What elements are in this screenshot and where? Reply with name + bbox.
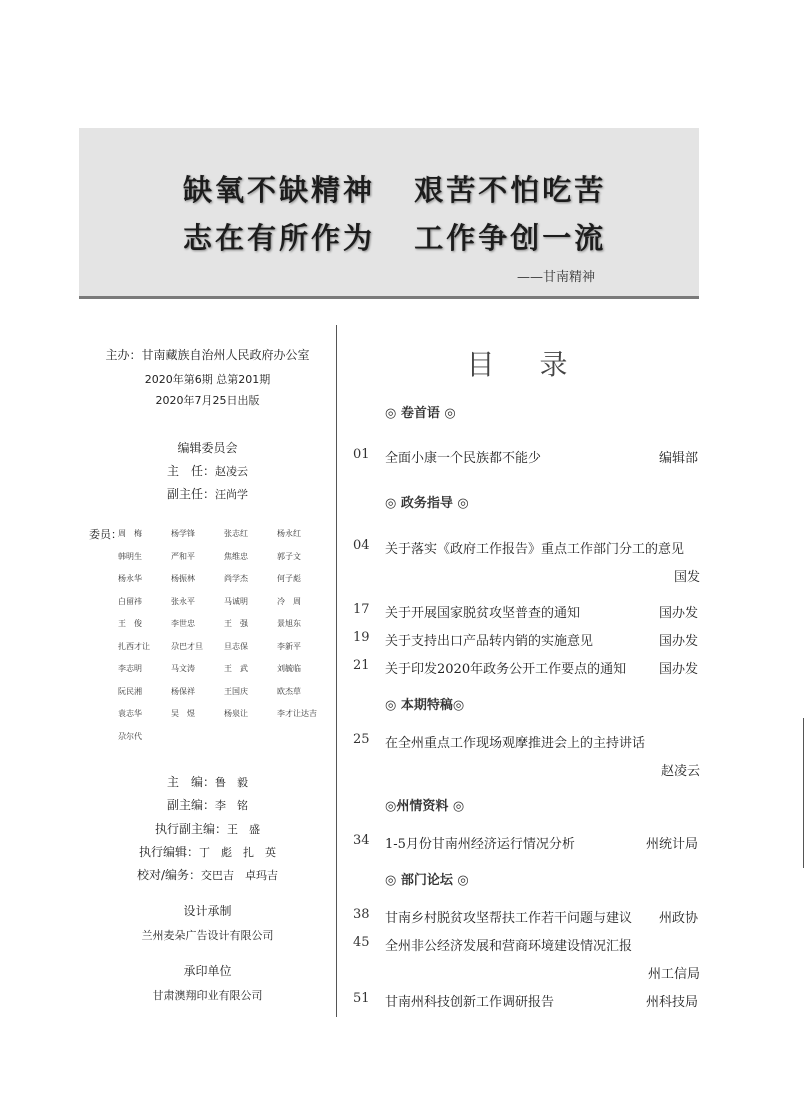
board-member: 景旭东: [277, 619, 301, 628]
toc-entry-author: 赵凌云: [660, 764, 700, 779]
toc-section-heading: ◎ 部门论坛 ◎: [385, 873, 469, 888]
toc-entry-author: 州工信局: [647, 967, 700, 982]
board-member: 杨保祥: [171, 686, 195, 696]
board-member: 杨泉让: [224, 709, 248, 718]
board-member: 杨学锋: [171, 529, 195, 538]
motto-line-2: 志在有所作为 工作争创一流: [183, 221, 607, 255]
executive-editor: 执行编辑：丁 彪 扎 英: [138, 845, 276, 859]
toc-section-heading: ◎ 卷首语 ◎: [385, 406, 456, 421]
chief-editor: 主 编：鲁 毅: [166, 775, 248, 789]
toc-entry-page: 25: [353, 732, 370, 747]
toc-entry-page: 38: [353, 907, 370, 922]
toc-entry-title: 1-5月份甘南州经济运行情况分析: [385, 837, 575, 852]
proofreader: 校对/编务：交巴吉 卓玛吉: [136, 868, 279, 882]
executive-deputy-editor: 执行副主编：王 盛: [154, 822, 260, 836]
page-edge-mark: [803, 718, 804, 868]
toc-entry-author: 国办发: [658, 662, 698, 677]
board-member: 周 梅: [118, 529, 142, 538]
board-member: 杨永华: [118, 574, 142, 583]
board-member: 杨永红: [277, 529, 301, 538]
motto-banner: [79, 128, 699, 299]
toc-entry[interactable]: [352, 447, 698, 465]
toc-section-heading: ◎ 本期特稿◎: [385, 698, 465, 713]
toc-entry[interactable]: [352, 602, 698, 620]
toc-section-heading: ◎州情资料 ◎: [385, 799, 465, 814]
toc-entry[interactable]: [352, 658, 698, 676]
board-member: 旦志保: [224, 641, 248, 651]
board-member: 刘毓临: [277, 664, 301, 673]
motto-signature: ——甘南精神: [516, 270, 595, 285]
toc-entry-page: 19: [353, 630, 370, 645]
publish-date: 2020年7月25日出版: [155, 394, 260, 407]
toc-entry-title: 甘南州科技创新工作调研报告: [385, 995, 555, 1010]
board-member: 何子彪: [277, 574, 301, 583]
board-member: 冷 周: [277, 596, 301, 606]
board-member: 李才让达吉: [277, 709, 317, 718]
toc-entry-author: 编辑部: [658, 451, 698, 466]
board-member: 阮民湘: [118, 686, 142, 696]
board-member: 韩明生: [118, 551, 142, 561]
toc-entry-page: 45: [353, 935, 370, 950]
toc-entry-page: 21: [353, 658, 370, 673]
board-member: 扎西才让: [118, 641, 150, 651]
toc-entry-author: 州统计局: [645, 837, 698, 852]
toc-entry[interactable]: [352, 991, 698, 1009]
board-member: 袁志华: [118, 709, 142, 718]
print-company: 甘肃澳翔印业有限公司: [152, 989, 263, 1002]
toc-entry-title: 关于开展国家脱贫攻坚普查的通知: [385, 606, 581, 621]
toc-entry-page: 34: [353, 833, 370, 848]
toc-entry[interactable]: [352, 538, 698, 556]
board-member: 尕尔代: [118, 731, 142, 741]
board-member: 王 武: [224, 664, 248, 673]
toc-entry-title: 关于印发2020年政务公开工作要点的通知: [385, 662, 627, 677]
board-member: 杨振林: [171, 574, 195, 583]
toc-entry-title: 全州非公经济发展和营商环境建设情况汇报: [385, 939, 633, 954]
toc-entry[interactable]: [352, 732, 698, 750]
design-company: 兰州麦朵广告设计有限公司: [141, 929, 274, 942]
toc-section-heading: ◎ 政务指导 ◎: [385, 496, 469, 511]
board-member: 李志明: [118, 664, 142, 673]
toc-entry[interactable]: [352, 907, 698, 925]
board-deputy-director: 副主任：汪尚学: [166, 487, 248, 501]
board-director: 主 任：赵凌云: [166, 464, 248, 478]
board-member: 严和平: [171, 551, 195, 561]
board-member: 王 俊: [118, 619, 142, 628]
board-member: 郭子文: [277, 551, 301, 561]
toc-entry-page: 04: [353, 538, 370, 553]
board-member: 焦维忠: [224, 551, 248, 561]
board-member: 吴 煜: [171, 709, 195, 718]
issue-number: 2020年第6期 总第201期: [144, 373, 271, 386]
toc-entry[interactable]: [352, 630, 698, 648]
toc-entry-title: 关于落实《政府工作报告》重点工作部门分工的意见: [385, 542, 685, 557]
toc-entry-author: 国发: [673, 570, 700, 585]
column-divider: [336, 325, 337, 1017]
toc-title: 目 录: [466, 348, 586, 381]
board-member: 马诚明: [224, 596, 248, 606]
board-member: 李世忠: [171, 619, 195, 628]
toc-entry[interactable]: [352, 935, 698, 953]
members-label: 委员：: [89, 528, 122, 541]
board-member: 尕巴才旦: [171, 641, 203, 651]
toc-entry-title: 关于支持出口产品转内销的实施意见: [385, 634, 594, 649]
design-title: 设计承制: [183, 904, 232, 918]
board-member: 王国庆: [224, 686, 248, 696]
board-member: 欧杰草: [277, 686, 301, 696]
publisher: 主办：甘南藏族自治州人民政府办公室: [105, 348, 310, 362]
toc-entry-author: 国办发: [658, 606, 698, 621]
toc-entry[interactable]: [352, 833, 698, 851]
board-member: 张志红: [224, 529, 248, 538]
board-member: 白留祎: [118, 596, 142, 606]
toc-entry-title: 甘南乡村脱贫攻坚帮扶工作若干问题与建议: [385, 911, 633, 926]
toc-entry-author: 州政协: [658, 911, 698, 926]
toc-entry-author: 州科技局: [645, 995, 698, 1010]
board-member: 李新平: [277, 641, 301, 651]
deputy-editor: 副主编：李 铭: [166, 798, 248, 812]
board-member: 尚学杰: [224, 574, 248, 583]
board-member: 马文涛: [171, 664, 195, 673]
toc-entry-title: 全面小康一个民族都不能少: [385, 451, 542, 466]
print-title: 承印单位: [183, 964, 232, 978]
toc-entry-page: 17: [353, 602, 370, 617]
board-member: 张永平: [171, 596, 195, 606]
toc-entry-page: 51: [353, 991, 370, 1006]
toc-entry-author: 国办发: [658, 634, 698, 649]
toc-entry-page: 01: [353, 447, 370, 462]
motto-line-1: 缺氧不缺精神 艰苦不怕吃苦: [183, 173, 607, 207]
toc-entry-title: 在全州重点工作现场观摩推进会上的主持讲话: [385, 736, 646, 751]
editorial-board-title: 编辑委员会: [177, 441, 238, 455]
board-member: 王 强: [224, 619, 248, 628]
